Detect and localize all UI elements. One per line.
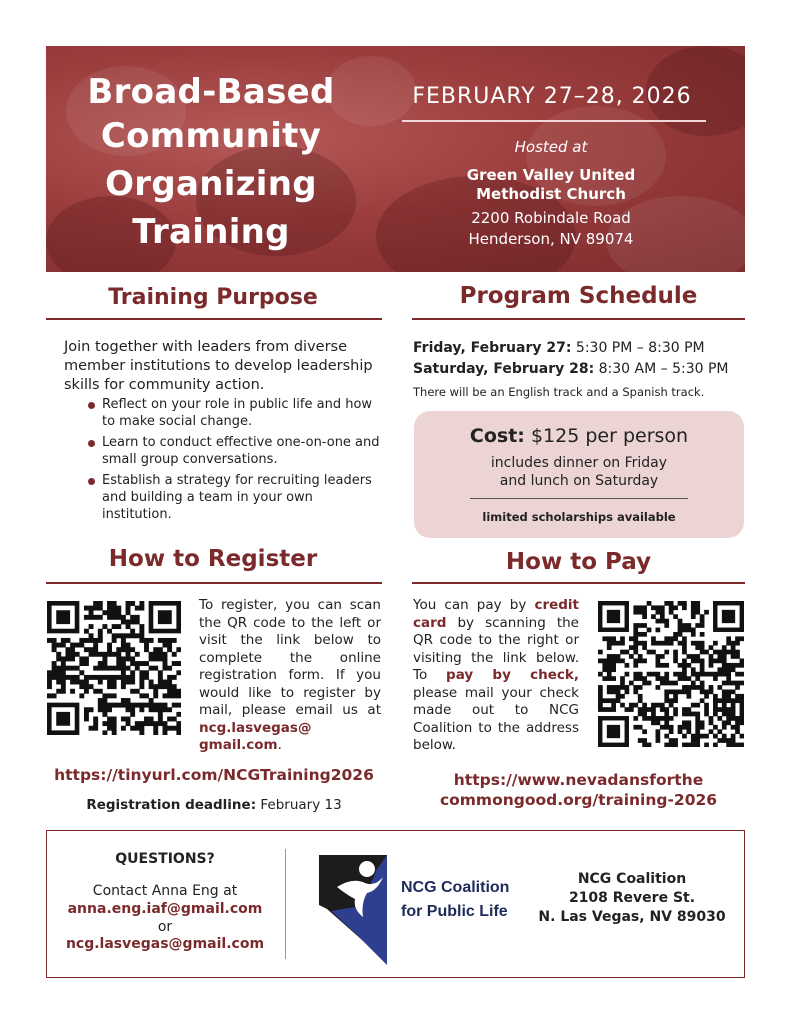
event-dates: FEBRUARY 27–28, 2026: [412, 84, 692, 109]
registration-deadline: [46, 797, 382, 813]
cost-value: $125 per person: [530, 425, 689, 447]
pay-text-2: by scanning the QR code to the right or visiting the link below. To: [413, 614, 579, 683]
title-line-3: Organizing: [105, 164, 317, 204]
ncg-logo-icon: [317, 847, 397, 967]
cost-divider: [470, 498, 688, 499]
title-line-2: Community: [100, 116, 322, 156]
venue-address-1: 2200 Robindale Road: [471, 209, 631, 227]
purpose-bullet: Learn to conduct effective one-on-one and small group conversations.: [86, 434, 386, 468]
schedule-saturday: [413, 361, 729, 377]
hosted-at-label: Hosted at: [514, 138, 588, 156]
register-email-1[interactable]: ncg.lasvegas@: [199, 719, 312, 736]
saturday-time: 8:30 AM – 5:30 PM: [594, 361, 729, 377]
training-purpose-rule: [46, 318, 382, 320]
or-text: or: [157, 919, 173, 935]
mailing-address-1: NCG Coalition: [577, 871, 687, 887]
cost-line: [414, 425, 744, 447]
register-instructions: [199, 597, 381, 755]
register-link[interactable]: https://tinyurl.com/NCGTraining2026: [54, 766, 374, 784]
register-qr-code[interactable]: [47, 601, 181, 735]
venue-address-2: Henderson, NV 89074: [468, 230, 634, 248]
deadline-label: Registration deadline:: [86, 797, 257, 813]
pay-link-2[interactable]: commongood.org/training-2026: [439, 791, 718, 809]
questions-heading: QUESTIONS?: [115, 851, 215, 867]
cost-includes-1: includes dinner on Friday: [490, 455, 668, 471]
tracks-note: There will be an English track and a Spanish track.: [413, 385, 705, 399]
mailing-address-3: N. Las Vegas, NV 89030: [538, 909, 726, 925]
pay-text-3: please mail your check made out to NCG Coalition to the address below.: [413, 684, 579, 753]
venue-name-1: Green Valley United: [466, 166, 636, 184]
pay-qr-code[interactable]: [598, 601, 744, 747]
cost-includes-2: and lunch on Saturday: [499, 473, 659, 489]
register-email-2[interactable]: gmail.com: [199, 737, 278, 753]
mailing-address-2: 2108 Revere St.: [568, 890, 696, 906]
cost-box: [414, 411, 744, 538]
schedule-friday: [413, 340, 705, 356]
deadline-value: February 13: [256, 797, 342, 813]
program-schedule-title: Program Schedule: [459, 283, 698, 309]
title-line-4: Training: [132, 212, 290, 252]
header-banner: [46, 46, 745, 272]
pay-credit-card: credit card: [413, 597, 579, 631]
purpose-bullet: Reflect on your role in public life and how to make social change.: [86, 396, 386, 430]
how-to-pay-rule: [412, 582, 745, 584]
org-name-1: NCG Coalition: [401, 879, 510, 896]
contact-email-1[interactable]: anna.eng.iaf@gmail.com: [67, 901, 263, 917]
register-period: .: [277, 737, 282, 753]
footer-divider: [285, 849, 286, 959]
how-to-pay-title: How to Pay: [505, 549, 652, 575]
friday-label: Friday, February 27:: [413, 340, 572, 356]
program-schedule-rule: [412, 318, 745, 320]
saturday-label: Saturday, February 28:: [413, 361, 595, 377]
friday-time: 5:30 PM – 8:30 PM: [571, 340, 705, 356]
purpose-bullets: [86, 396, 386, 527]
pay-by-check: pay by check,: [446, 667, 579, 683]
scholarships-note: limited scholarships available: [482, 510, 676, 524]
pay-link-1[interactable]: https://www.nevadansforthe: [453, 771, 704, 789]
cost-label: Cost:: [469, 425, 525, 447]
org-name-2: for Public Life: [401, 903, 508, 920]
contact-text: Contact Anna Eng at: [92, 883, 238, 899]
contact-email-2[interactable]: ncg.lasvegas@gmail.com: [65, 936, 265, 952]
footer-box: [46, 830, 745, 978]
how-to-register-title: How to Register: [108, 546, 318, 572]
venue-name-2: Methodist Church: [476, 185, 626, 203]
training-purpose-title: Training Purpose: [108, 285, 318, 310]
dates-divider: [402, 120, 706, 122]
purpose-intro: Join together with leaders from diverse member institutions to develop leadership skills for community action.: [64, 339, 373, 393]
register-text: To register, you can scan the QR code to the left or visit the link below to complete the online registration form. If you would like to register by mail, please email us at: [199, 597, 381, 718]
purpose-bullet: Establish a strategy for recruiting leaders and building a team in your own institution.: [86, 472, 386, 523]
title-line-1: Broad-Based: [87, 72, 335, 112]
how-to-register-rule: [46, 582, 382, 584]
pay-text-1: You can pay by: [413, 597, 535, 613]
pay-instructions: [413, 597, 579, 755]
